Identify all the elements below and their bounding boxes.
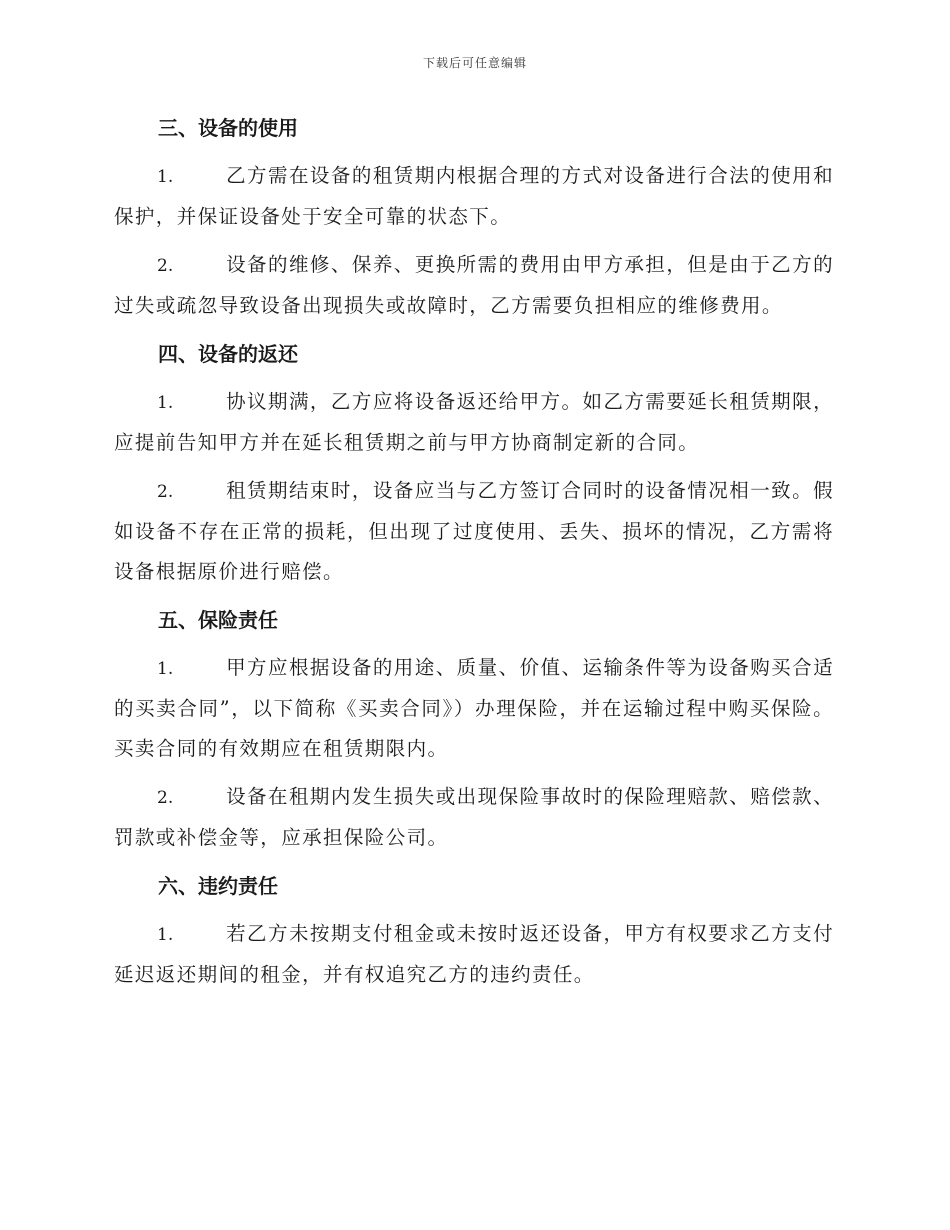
- section-heading-return: 四、设备的返还: [158, 342, 298, 366]
- clause-number: 2.: [157, 482, 174, 502]
- clause-number: 2.: [157, 788, 174, 808]
- section-heading-breach: 六、违约责任: [158, 874, 278, 898]
- clause-text: 设备的维修、保养、更换所需的费用由甲方承担，但是由于乙方的过失或疏忽导致设备出现损失或故障时，乙方需要负担相应的维修费用。: [114, 253, 834, 317]
- section-heading-use: 三、设备的使用: [158, 116, 298, 140]
- clause-text: 甲方应根据设备的用途、质量、价值、运输条件等为设备购买合适的买卖合同”，以下简称《买卖合同》）办理保险，并在运输过程中购买保险。买卖合同的有效期应在租赁期限内。: [114, 656, 834, 760]
- clause: [114, 914, 834, 995]
- clause-text: 协议期满，乙方应将设备返还给甲方。如乙方需要延长租赁期限，应提前告知甲方并在延长租赁期之前与甲方协商制定新的合同。: [114, 390, 834, 454]
- section-heading-insurance: 五、保险责任: [158, 608, 278, 632]
- clause-text: 乙方需在设备的租赁期内根据合理的方式对设备进行合法的使用和保护，并保证设备处于安全可靠的状态下。: [114, 164, 834, 228]
- clause: [114, 777, 834, 858]
- clause-number: 1.: [157, 925, 174, 945]
- clause: [114, 156, 834, 237]
- clause: [114, 382, 834, 463]
- clause-number: 1.: [157, 393, 174, 413]
- clause: [114, 648, 834, 769]
- clause-text: 租赁期结束时，设备应当与乙方签订合同时的设备情况相一致。假如设备不存在正常的损耗，但出现了过度使用、丢失、损坏的情况，乙方需将设备根据原价进行赔偿。: [114, 479, 834, 583]
- clause-text: 若乙方未按期支付租金或未按时返还设备，甲方有权要求乙方支付延迟返还期间的租金，并有权追究乙方的违约责任。: [114, 922, 834, 986]
- document-body: [114, 108, 834, 1003]
- clause: [114, 245, 834, 326]
- clause: [114, 471, 834, 592]
- clause-text: 设备在租期内发生损失或出现保险事故时的保险理赔款、赔偿款、罚款或补偿金等，应承担保险公司。: [114, 785, 834, 849]
- clause-number: 2.: [157, 256, 174, 276]
- clause-number: 1.: [157, 167, 174, 187]
- page-header: 下载后可任意编辑: [422, 56, 527, 70]
- clause-number: 1.: [157, 659, 174, 679]
